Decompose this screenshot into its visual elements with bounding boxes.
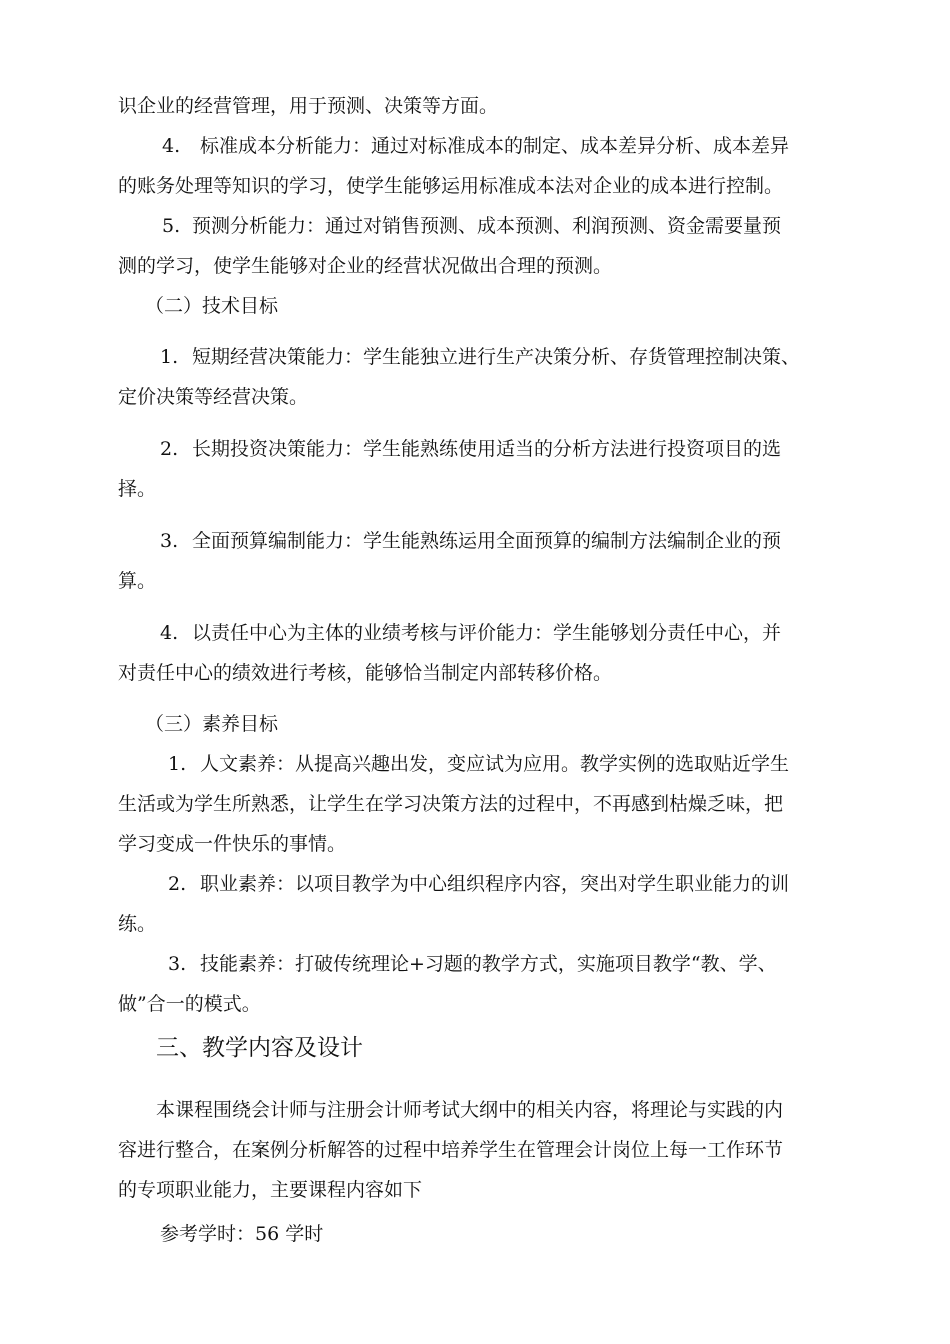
knowledge-item-5-number: 5. <box>162 215 181 237</box>
reference-hours: 参考学时：56 学时 <box>160 1223 324 1245</box>
tech-item-2-number: 2. <box>160 438 179 460</box>
tech-item-4-line-1: 以责任中心为主体的业绩考核与评价能力：学生能够划分责任中心，并 <box>192 622 782 644</box>
knowledge-item-4-line-1: 标准成本分析能力：通过对标准成本的制定、成本差异分析、成本差异 <box>200 135 790 157</box>
tech-item-2-line-1: 长期投资决策能力：学生能熟练使用适当的分析方法进行投资项目的选 <box>192 438 782 460</box>
section-three-paragraph-line-3: 的专项职业能力，主要课程内容如下 <box>118 1179 423 1201</box>
tech-item-1-number: 1. <box>160 346 179 368</box>
knowledge-item-4-number: 4. <box>162 135 181 157</box>
tech-item-3-number: 3. <box>160 530 179 552</box>
section-three-paragraph-line-2: 容进行整合，在案例分析解答的过程中培养学生在管理会计岗位上每一工作环节 <box>118 1139 784 1161</box>
intro-tail-line: 识企业的经营管理，用于预测、决策等方面。 <box>118 95 499 117</box>
tech-item-1-line-1: 短期经营决策能力：学生能独立进行生产决策分析、存货管理控制决策、 <box>192 346 801 368</box>
knowledge-item-5-line-1: 预测分析能力：通过对销售预测、成本预测、利润预测、资金需要量预 <box>192 215 782 237</box>
section-quality-heading: （三）素养目标 <box>145 713 279 735</box>
tech-item-3-line-1: 全面预算编制能力：学生能熟练运用全面预算的编制方法编制企业的预 <box>192 530 782 552</box>
section-three-heading: 三、教学内容及设计 <box>156 1035 363 1061</box>
knowledge-item-5-line-2: 测的学习，使学生能够对企业的经营状况做出合理的预测。 <box>118 255 613 277</box>
tech-item-1-line-2: 定价决策等经营决策。 <box>118 386 309 408</box>
section-tech-heading: （二）技术目标 <box>145 295 279 317</box>
quality-item-3-line-2: 做”合一的模式。 <box>118 993 261 1015</box>
tech-item-3-line-2: 算。 <box>118 570 157 592</box>
quality-item-1-number: 1. <box>168 753 187 775</box>
quality-item-2-number: 2. <box>168 873 187 895</box>
quality-item-3-number: 3. <box>168 953 187 975</box>
knowledge-item-4-line-2: 的账务处理等知识的学习，使学生能够运用标准成本法对企业的成本进行控制。 <box>118 175 784 197</box>
quality-item-1-line-2: 生活或为学生所熟悉，让学生在学习决策方法的过程中，不再感到枯燥乏味，把 <box>118 793 784 815</box>
tech-item-2-line-2: 择。 <box>118 478 157 500</box>
tech-item-4-line-2: 对责任中心的绩效进行考核，能够恰当制定内部转移价格。 <box>118 662 613 684</box>
quality-item-1-line-3: 学习变成一件快乐的事情。 <box>118 833 347 855</box>
tech-item-4-number: 4. <box>160 622 179 644</box>
quality-item-2-line-1: 职业素养：以项目教学为中心组织程序内容，突出对学生职业能力的训 <box>200 873 790 895</box>
quality-item-3-line-1: 技能素养：打破传统理论+习题的教学方式，实施项目教学“教、学、 <box>200 953 777 975</box>
section-three-paragraph-line-1: 本课程围绕会计师与注册会计师考试大纲中的相关内容，将理论与实践的内 <box>156 1099 784 1121</box>
quality-item-2-line-2: 练。 <box>118 913 157 935</box>
quality-item-1-line-1: 人文素养：从提高兴趣出发，变应试为应用。教学实例的选取贴近学生 <box>200 753 790 775</box>
